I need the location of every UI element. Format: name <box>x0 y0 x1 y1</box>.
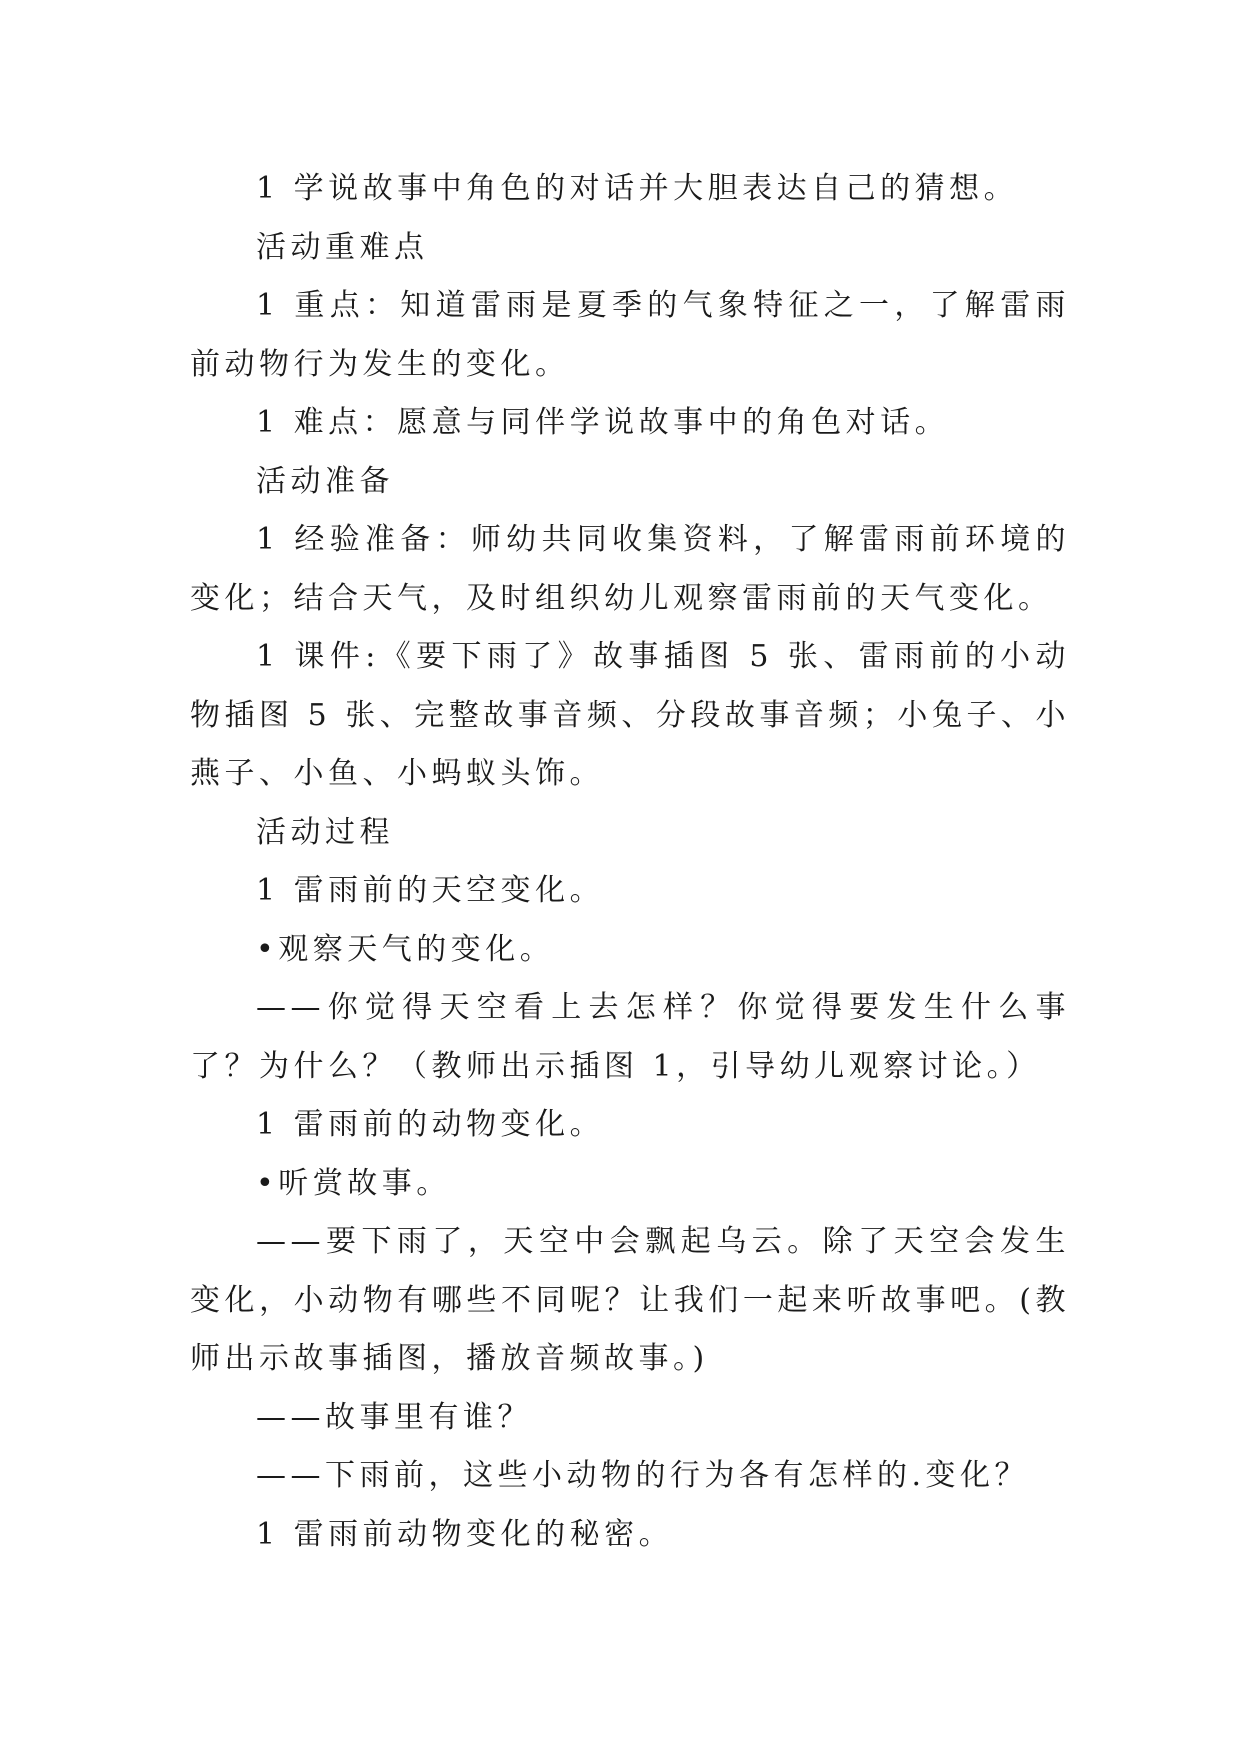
paragraph-step-secret: 1 雷雨前动物变化的秘密。 <box>256 1516 674 1552</box>
paragraph-goal: 1 学说故事中角色的对话并大胆表达自己的猜想。 <box>256 171 1019 206</box>
paragraph-question-behavior: ——下雨前，这些小动物的行为各有怎样的.变化？ <box>256 1458 1030 1493</box>
paragraph-step-sky: 1 雷雨前的天空变化。 <box>256 873 605 908</box>
paragraph-step-animals: 1 雷雨前的动物变化。 <box>256 1107 605 1142</box>
paragraph-story-intro: ——要下雨了，天空中会飘起乌云。除了天空会发生变化，小动物有哪些不同呢？让我们一起来听故事吧。(教师出示故事插图，播放音频故事。) <box>190 1224 1070 1376</box>
document-body <box>190 160 1070 1564</box>
paragraph-listen-story: •听赏故事。 <box>256 1165 451 1201</box>
heading-process: 活动过程 <box>256 814 394 850</box>
paragraph-courseware: 1 课件:《要下雨了》故事插图 5 张、雷雨前的小动物插图 5 张、完整故事音频、分段故事音频；小兔子、小燕子、小鱼、小蚂蚁头饰。 <box>190 639 1070 791</box>
paragraph-experience-prep: 1 经验准备：师幼共同收集资料，了解雷雨前环境的变化；结合天气，及时组织幼儿观察雷雨前的天气变化。 <box>190 522 1070 616</box>
paragraph-observe-weather: •观察天气的变化。 <box>256 931 555 967</box>
heading-preparation: 活动准备 <box>256 463 394 499</box>
paragraph-key-point: 1 重点：知道雷雨是夏季的气象特征之一，了解雷雨前动物行为发生的变化。 <box>190 288 1070 382</box>
heading-key-points: 活动重难点 <box>256 229 429 265</box>
paragraph-difficulty: 1 难点：愿意与同伴学说故事中的角色对话。 <box>256 405 950 440</box>
paragraph-question-who: ——故事里有谁？ <box>256 1399 532 1435</box>
paragraph-question-sky: ——你觉得天空看上去怎样？你觉得要发生什么事了？为什么？（教师出示插图 1，引导幼儿观察讨论。） <box>190 990 1070 1084</box>
